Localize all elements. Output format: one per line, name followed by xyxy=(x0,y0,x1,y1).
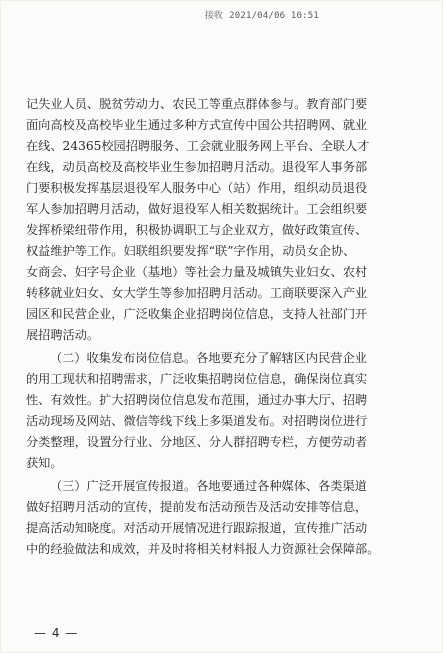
text-line: 转移就业妇女、女大学生等参加招聘月活动。工商联要深入产业 xyxy=(26,286,368,300)
text-line: 活动现场及网站、微信等线下线上多渠道发布。对招聘岗位进行 xyxy=(26,414,368,428)
text-line: 的用工现状和招聘需求，广泛收集招聘岗位信息，确保岗位真实 xyxy=(26,372,368,386)
paragraph-3 xyxy=(26,476,416,560)
text-line: 展招聘活动。 xyxy=(26,328,100,342)
section-heading-line: （三）广泛开展宣传报道。各地要通过各种媒体、各类渠道 xyxy=(50,479,367,493)
text-line: 门要积极发挥基层退役军人服务中心（站）作用，组织动员退役 xyxy=(26,181,368,195)
receipt-stamp xyxy=(205,8,319,21)
document-body xyxy=(26,94,416,560)
paragraph-1 xyxy=(26,94,416,346)
text-line: 在线，动员高校及高校毕业生参加招聘月活动。退役军人事务部 xyxy=(26,160,368,174)
paragraph-2 xyxy=(26,348,416,474)
receipt-label: 接收 xyxy=(204,11,224,21)
text-line: 获知。 xyxy=(26,456,63,470)
text-line: 分类整理，设置分行业、分地区、分人群招聘专栏，方便劳动者 xyxy=(26,435,368,449)
text-line: 女商会、妇字号企业（基地）等社会力量及城镇失业妇女、农村 xyxy=(26,265,368,279)
text-line: 面向高校及高校毕业生通过多种方式宣传中国公共招聘网、就业 xyxy=(26,118,368,132)
text-line: 性、有效性。扩大招聘岗位信息发布范围，通过办事大厅、招聘 xyxy=(26,393,368,407)
text-line: 中的经验做法和成效，并及时将相关材料报人力资源社会保障部。 xyxy=(26,542,380,556)
section-heading-line: （二）收集发布岗位信息。各地要充分了解辖区内民营企业 xyxy=(50,351,367,365)
text-line: 发挥桥梁纽带作用，积极协调职工与企业双方，做好政策宣传、 xyxy=(26,223,368,237)
text-line: 园区和民营企业，广泛收集企业招聘岗位信息，支持人社部门开 xyxy=(26,307,368,321)
text-line: 记失业人员、脱贫劳动力、农民工等重点群体参与。教育部门要 xyxy=(26,97,368,111)
receipt-datetime: 2021/04/06 10:51 xyxy=(229,11,319,21)
text-line: 军人参加招聘月活动，做好退役军人相关数据统计。工会组织要 xyxy=(26,202,368,216)
text-line: 提高活动知晓度。对活动开展情况进行跟踪报道，宣传推广活动 xyxy=(26,521,368,535)
text-line: 权益维护等工作。妇联组织要发挥“联”字作用，动员女企协、 xyxy=(26,244,356,258)
text-line: 做好招聘月活动的宣传，提前发布活动预告及活动安排等信息， xyxy=(26,500,368,514)
page-number: — 4 — xyxy=(34,626,79,640)
text-line: 在线、24365校园招聘服务、工会就业服务网上平台、全联人才 xyxy=(26,139,370,153)
